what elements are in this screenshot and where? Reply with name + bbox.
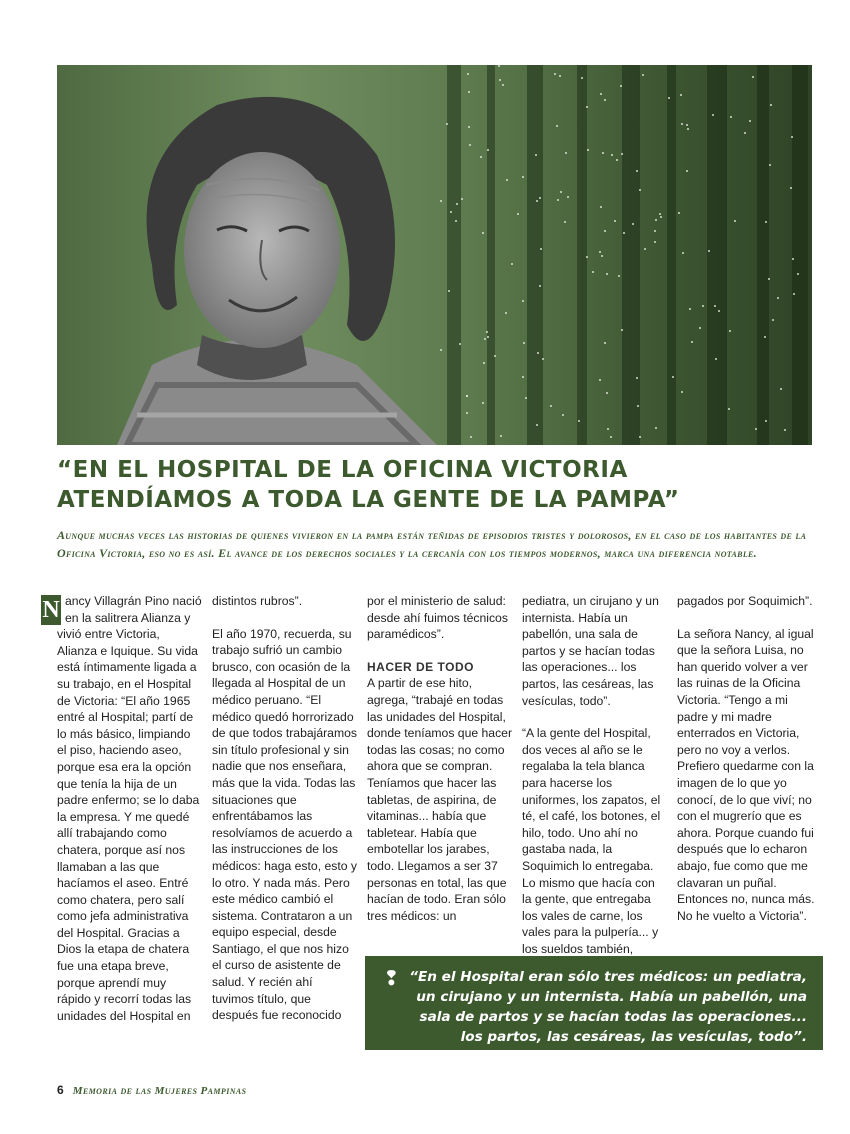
photo-speck xyxy=(611,154,613,156)
photo-speck xyxy=(450,211,452,213)
photo-speck xyxy=(678,212,680,214)
photo-speck xyxy=(587,149,589,151)
photo-speck xyxy=(792,258,794,260)
photo-speck xyxy=(499,79,501,81)
photo-speck xyxy=(468,126,470,128)
pull-quote xyxy=(365,956,823,1050)
photo-speck xyxy=(621,329,623,331)
photo-speck xyxy=(484,338,486,340)
photo-speck xyxy=(654,241,656,243)
photo-speck xyxy=(539,285,541,287)
photo-speck xyxy=(730,116,732,118)
page-footer xyxy=(57,1083,246,1097)
photo-speck xyxy=(768,278,770,280)
photo-speck xyxy=(618,275,620,277)
publication-name: Memoria de las Mujeres Pampinas xyxy=(72,1085,247,1097)
section-subhead: HACER DE TODO xyxy=(367,659,474,674)
photo-speck xyxy=(681,391,683,393)
photo-speck xyxy=(562,414,564,416)
photo-speck xyxy=(604,99,606,101)
photo-speck xyxy=(718,310,720,312)
photo-speck xyxy=(639,189,641,191)
photo-speck xyxy=(556,125,558,127)
hero-photo xyxy=(57,65,812,445)
photo-speck xyxy=(604,342,606,344)
photo-speck xyxy=(470,436,472,438)
column-2-paragraph-1: distintos rubros”. xyxy=(212,594,303,608)
photo-speck xyxy=(482,402,484,404)
photo-speck xyxy=(469,144,471,146)
photo-speck xyxy=(550,405,552,407)
photo-speck xyxy=(784,429,786,431)
photo-speck xyxy=(637,405,639,407)
photo-speck xyxy=(614,220,616,222)
column-1-text: ancy Villagrán Pino nació en la salitrera Alianza y vivió entre Victoria, Alianza e Iquique. Su vida está íntimamente ligada a su trabajo, en el Hospital de Victoria: “El año 1965 entré al Hospital; partí de lo más básico, limpiando el piso, haciendo aseo, porque esa era la opción que tenía la hija de un padre enfermo; se lo daba la empresa. Y me quedé allí trabajando como chatera, porque así nos llamaban a las que hacíamos el aseo. Entré como chatera, pero salí como jefa administrativa del Hospital. Gracias a Dios la etapa de chatera fue una etapa breve, porque aprendí muy rápido y recorrí todas las unidades del Hospital en xyxy=(57,594,202,1023)
article-column-3 xyxy=(367,593,512,940)
headline-line-1: “EN EL HOSPITAL DE LA OFICINA VICTORIA xyxy=(57,457,628,483)
photo-speck xyxy=(559,75,561,77)
photo-speck xyxy=(601,255,603,257)
photo-speck xyxy=(482,232,484,234)
photo-speck xyxy=(459,343,461,345)
photo-speck xyxy=(599,379,601,381)
photo-speck xyxy=(535,154,537,156)
photo-speck xyxy=(606,273,608,275)
photo-speck xyxy=(565,152,567,154)
column-5-paragraph-2: La señora Nancy, al igual que la señora Luisa, no han querido volver a ver las ruinas de la Oficina Victoria. “Tengo a mi padre y mi madre enterrados en Victoria, pero no voy a verlos. Prefiero quedarme con la imagen de lo que yo conocí, de lo que viví; no con el mugrerío que es ahora. Porque cuando fui después que lo echaron abajo, fue como que me clavaran un puñal. Entonces no, nunca más. No he vuelto a Victoria”. xyxy=(677,626,815,923)
photo-speck xyxy=(655,427,657,429)
photo-speck xyxy=(536,424,538,426)
photo-speck xyxy=(560,191,562,193)
photo-speck xyxy=(734,220,736,222)
pull-quote-text: “En el Hospital eran sólo tres médicos: un pediatra, un cirujano y un internista. Había un pabellón, una sala de partos y se hacían todas las operaciones... los partos, las cesáreas, las vesículas, todo”. xyxy=(409,969,807,1045)
article-lead: Aunque muchas veces las historias de quienes vivieron en la pampa están teñidas de episodios tristes y dolorosos, en el caso de los habitantes de la Oficina Victoria, eso no es así. El avance de los derechos sociales y la cercanía con los tiempos modernos, marca una diferencia notable. xyxy=(57,528,807,560)
photo-speck xyxy=(681,123,683,125)
photo-speck xyxy=(567,196,569,198)
photo-speck xyxy=(466,412,468,414)
photo-speck xyxy=(791,136,793,138)
article-column-2 xyxy=(212,593,357,1040)
photo-speck xyxy=(602,152,604,154)
photo-speck xyxy=(604,230,606,232)
photo-speck xyxy=(486,331,488,333)
headline-line-2: ATENDÍAMOS A TODA LA GENTE DE LA PAMPA” xyxy=(57,487,680,513)
photo-speck xyxy=(680,94,682,96)
photo-speck xyxy=(554,73,556,75)
photo-speck xyxy=(468,91,470,93)
photo-speck xyxy=(729,330,731,332)
column-5-paragraph-1: pagados por Soquimich”. xyxy=(677,594,813,608)
photo-speck xyxy=(522,376,524,378)
photo-speck xyxy=(769,164,771,166)
photo-speck xyxy=(660,216,662,218)
exclamation-icon: ❢ xyxy=(383,966,400,990)
photo-speck xyxy=(542,358,544,360)
photo-speck xyxy=(483,362,485,364)
photo-speck xyxy=(522,176,524,178)
photo-speck xyxy=(440,200,442,202)
photo-speck xyxy=(522,300,524,302)
photo-speck xyxy=(494,355,496,357)
photo-speck xyxy=(686,124,688,126)
photo-speck xyxy=(586,256,588,258)
photo-speck xyxy=(523,342,525,344)
page-number: 6 xyxy=(57,1083,64,1097)
photo-speck xyxy=(770,104,772,106)
photo-speck xyxy=(777,297,779,299)
article-column-1 xyxy=(42,593,202,1040)
photo-speck xyxy=(728,408,730,410)
photo-speck xyxy=(498,65,500,67)
photo-speck xyxy=(610,436,612,438)
photo-speck xyxy=(467,73,469,75)
photo-speck xyxy=(616,159,618,161)
photo-speck xyxy=(744,132,746,134)
photo-speck xyxy=(511,263,513,265)
article-headline xyxy=(57,455,817,515)
photo-speck xyxy=(702,305,704,307)
photo-speck xyxy=(517,213,519,215)
photo-speck xyxy=(708,250,710,252)
article-column-5 xyxy=(677,593,822,940)
photo-speck xyxy=(636,377,638,379)
photo-speck xyxy=(687,128,689,130)
photo-speck xyxy=(455,220,457,222)
column-4-paragraph-1: pediatra, un cirujano y un internista. Había un pabellón, una sala de partos y se hacían todas las operaciones... los partos, las cesáreas, las vesículas, todo”. xyxy=(522,594,659,708)
photo-speck xyxy=(644,248,646,250)
photo-speck xyxy=(600,206,602,208)
photo-speck xyxy=(620,85,622,87)
photo-speck xyxy=(636,170,638,172)
photo-speck xyxy=(505,312,507,314)
photo-speck xyxy=(755,428,757,430)
column-3-paragraph-1: por el ministerio de salud: desde ahí fuimos técnicos paramédicos”. xyxy=(367,594,508,642)
photo-speck xyxy=(714,305,716,307)
photo-speck xyxy=(536,200,538,202)
photo-speck xyxy=(446,123,448,125)
photo-speck xyxy=(659,213,661,215)
photo-speck xyxy=(655,219,657,221)
photo-speck xyxy=(592,271,594,273)
photo-speck xyxy=(440,349,442,351)
photo-speck xyxy=(642,74,644,76)
photo-speck xyxy=(606,392,608,394)
photo-speck xyxy=(480,156,482,158)
woman-portrait xyxy=(57,65,437,445)
photo-speck xyxy=(686,170,688,172)
photo-speck xyxy=(500,435,502,437)
photo-speck xyxy=(466,395,468,397)
drop-cap: N xyxy=(42,597,60,623)
photo-speck xyxy=(639,436,641,438)
photo-speck xyxy=(689,308,691,310)
photo-speck xyxy=(557,199,559,201)
photo-speck xyxy=(586,106,588,108)
photo-speck xyxy=(699,327,701,329)
photo-speck xyxy=(502,84,504,86)
photo-speck xyxy=(691,341,693,343)
photo-speck xyxy=(797,273,799,275)
photo-speck xyxy=(599,251,601,253)
photo-speck xyxy=(461,198,463,200)
column-2-paragraph-2: El año 1970, recuerda, su trabajo sufrió un cambio brusco, con ocasión de la llegada al Hospital de un médico peruano. “El médico quedó horrorizado de que todos trabajáramos sin título profesional y sin nadie que nos enseñara, más que la vida. Todas las situaciones que enfrentábamos las resolvíamos de acuerdo a las instrucciones de los médicos: haga esto, esto y lo otro. Y nada más. Pero este médico cambió el sistema. Contrataron a un equipo especial, desde Santiago, el que nos hizo el curso de asistente de salud. Y recién ahí tuvimos título, que después fue reconocido xyxy=(212,626,357,1023)
column-4-paragraph-2: “A la gente del Hospital, dos veces al año se le regalaba la tela blanca para hacerse los uniformes, los zapatos, el té, el café, los botones, el hilo, todo. Uno ahí no gastaba nada, la Soquimich lo entregaba. Lo mismo que hacía con la gente, que entregaba los vales de carne, los vales para la pulpería... y los sueldos también, xyxy=(522,726,661,956)
photo-speck xyxy=(780,388,782,390)
photo-speck xyxy=(749,120,751,122)
photo-speck xyxy=(772,319,774,321)
photo-speck xyxy=(682,252,684,254)
photo-speck xyxy=(752,76,754,78)
photo-speck xyxy=(623,232,625,234)
photo-speck xyxy=(564,221,566,223)
photo-speck xyxy=(765,221,767,223)
article-column-4 xyxy=(522,593,667,973)
column-3-paragraph-2: A partir de ese hito, agrega, “trabajé en todas las unidades del Hospital, donde teníamos que hacer todas las cosas; no como ahora que se compran. Teníamos que hacer las tabletas, de aspirina, de vitaminas... había que tabletear. Había que embotellar los jarabes, todo. Llegamos a ser 37 personas en total, las que hacían de todo. Eran sólo tres médicos: un xyxy=(367,676,513,923)
photo-speck xyxy=(506,179,508,181)
photo-speck xyxy=(654,230,656,232)
photo-speck xyxy=(764,336,766,338)
photo-speck xyxy=(607,428,609,430)
photo-speck xyxy=(600,93,602,95)
